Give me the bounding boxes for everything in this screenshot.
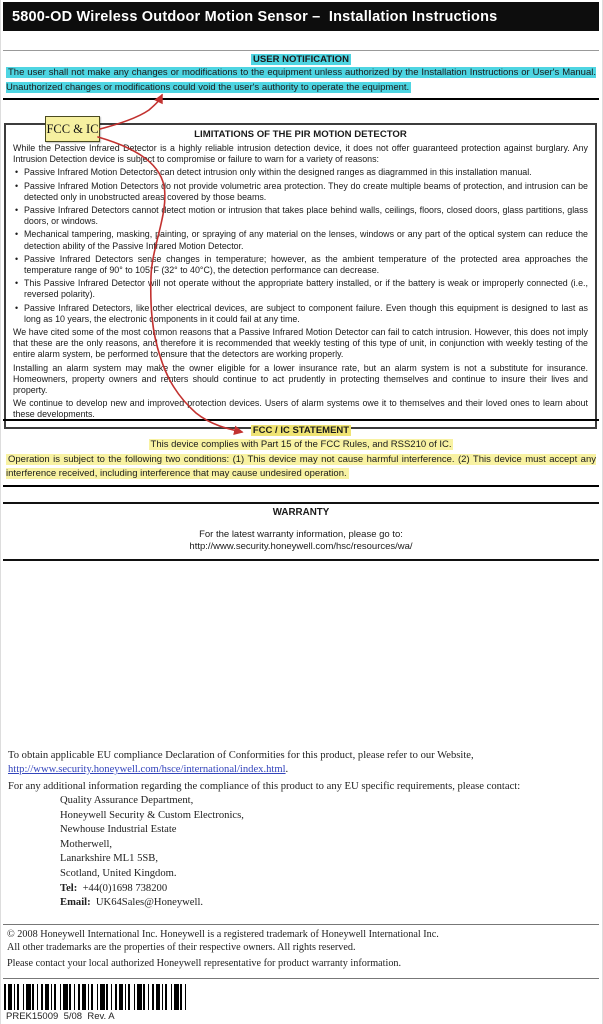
- tel-label: Tel:: [60, 882, 78, 894]
- address-line: Scotland, United Kingdom.: [60, 867, 177, 879]
- limitations-bullet: • This Passive Infrared Detector will not operate without the appropriate battery installed, or if the battery is weak or improperly connected (i.e., reversed polarity).: [13, 278, 588, 300]
- limitations-bullet: • Passive Infrared Detectors, like other electrical devices, are subject to component failure. Even though this equipment is designed to last as long as 10 years, the electronic components in it could fail at any time.: [13, 303, 588, 325]
- fcc-statement-line2: Operation is subject to the following two conditions: (1) This device may not cause harmful interference. (2) This device must accept any interference received, including interference that may cause undesired operation.: [6, 453, 596, 479]
- contact-address-block: [60, 794, 595, 911]
- limitations-paragraph: Installing an alarm system may make the owner eligible for a lower insurance rate, but an alarm system is not a substitute for insurance. Homeowners, property owners and renters should continue to act prudently in protecting themselves and continue to insure their lives and property.: [13, 362, 588, 396]
- eu-compliance-section: [8, 749, 595, 911]
- eu-compliance-line2: For any additional information regarding the compliance of this product to any EU specific requirements, please contact:: [8, 781, 521, 792]
- warranty-url: http://www.security.honeywell.com/hsc/resources/wa/: [189, 541, 413, 552]
- limitations-intro: While the Passive Infrared Detector is a highly reliable intrusion detection device, it does not offer guaranteed protection against burglary. Any Intrusion Detection device is subject to compromise or failure to warn for a variety of reasons:: [13, 143, 588, 165]
- address-line: Quality Assurance Department,: [60, 795, 194, 806]
- warranty-heading: WARRANTY: [272, 507, 330, 518]
- limitations-paragraph: We have cited some of the most common reasons that a Passive Infrared Motion Detector can fail to catch intrusion. However, this does not imply that these are the only reasons, and therefore it is recommended that weekly testing of this type of unit, in conjunction with weekly testing of the entire alarm system, be performed to ensure that the detectors are working properly.: [13, 327, 588, 360]
- fcc-statement-line1: This device complies with Part 15 of the FCC Rules, and RSS210 of IC.: [150, 438, 452, 450]
- document-title-bar: [3, 2, 599, 31]
- copyright-section: [3, 924, 599, 979]
- limitations-bullet: • Mechanical tampering, masking, painting, or spraying of any material on the lenses, windows or any part of the optical system can reduce the detection ability of the Passive Infrared Motion Detector.: [13, 229, 588, 251]
- copyright-line3: Please contact your local authorized Honeywell representative for product warranty information.: [7, 958, 402, 970]
- limitations-section: [4, 123, 597, 429]
- eu-compliance-line1: To obtain applicable EU compliance Declaration of Conformities for this product, please refer to our Website,: [8, 750, 474, 761]
- address-line: Motherwell,: [60, 838, 113, 850]
- copyright-line1: © 2008 Honeywell International Inc. Honeywell is a registered trademark of Honeywell International Inc.: [7, 929, 439, 940]
- part-number-label: PREK15009 5/08 Rev. A: [6, 1011, 115, 1022]
- eu-compliance-link[interactable]: http://www.security.honeywell.com/hsce/international/index.html: [8, 764, 286, 775]
- limitations-bullet: • Passive Infrared Detectors sense changes in temperature; however, as the ambient temperature of the protected area approaches the temperature range of 90° to 105°F (32° to 40°C), the detection performance can decrease.: [13, 254, 588, 276]
- address-line: Honeywell Security & Custom Electronics,: [60, 809, 244, 821]
- address-line: Lanarkshire ML1 5SB,: [60, 853, 158, 865]
- fcc-ic-statement-section: [3, 419, 599, 487]
- email-value: UK64Sales@Honeywell.: [90, 897, 204, 909]
- limitations-heading: LIMITATIONS OF THE PIR MOTION DETECTOR: [194, 129, 407, 140]
- tel-value: +44(0)1698 738200: [77, 882, 168, 894]
- user-notification-heading: USER NOTIFICATION: [253, 54, 349, 65]
- copyright-line2: All other trademarks are the properties of their respective owners. All rights reserved.: [7, 942, 356, 954]
- user-notification-section: [3, 50, 599, 100]
- limitations-bullet: • Passive Infrared Motion Detectors can detect intrusion only within the designed ranges as diagrammed in this installation manual.: [13, 167, 588, 178]
- warranty-line: For the latest warranty information, please go to:: [199, 528, 403, 540]
- limitations-bullet: • Passive Infrared Motion Detectors do not provide volumetric area protection. They do create multiple beams of protection, and intrusion can be detected only in unobstructed areas covered by those beams.: [13, 181, 588, 203]
- telephone-line: [60, 882, 595, 897]
- limitations-paragraph: We continue to develop new and improved protection devices. Users of alarm systems owe it to themselves and their loved ones to learn about these developments.: [13, 398, 588, 420]
- eu-compliance-link-suffix: .: [285, 764, 289, 775]
- limitations-bullet: • Passive Infrared Detectors cannot detect motion or intrusion that takes place behind walls, ceilings, floors, closed doors, glass partitions, glass doors, or windows.: [13, 205, 588, 227]
- user-notification-body: The user shall not make any changes or modifications to the equipment unless authorized by the Installation Instructions or User's Manual. Unauthorized changes or modifications could void the user's authority to operate the equipment.: [6, 67, 596, 93]
- email-line: [60, 896, 595, 911]
- barcode: [4, 984, 187, 1010]
- fcc-statement-heading: FCC / IC STATEMENT: [252, 425, 350, 436]
- page-title: 5800-OD Wireless Outdoor Motion Sensor – Installation Instructions: [12, 8, 498, 25]
- email-label: Email:: [60, 897, 91, 909]
- warranty-section: [3, 502, 599, 561]
- address-line: Newhouse Industrial Estate: [60, 824, 177, 836]
- fcc-ic-sticky-note[interactable]: FCC & IC: [45, 116, 100, 142]
